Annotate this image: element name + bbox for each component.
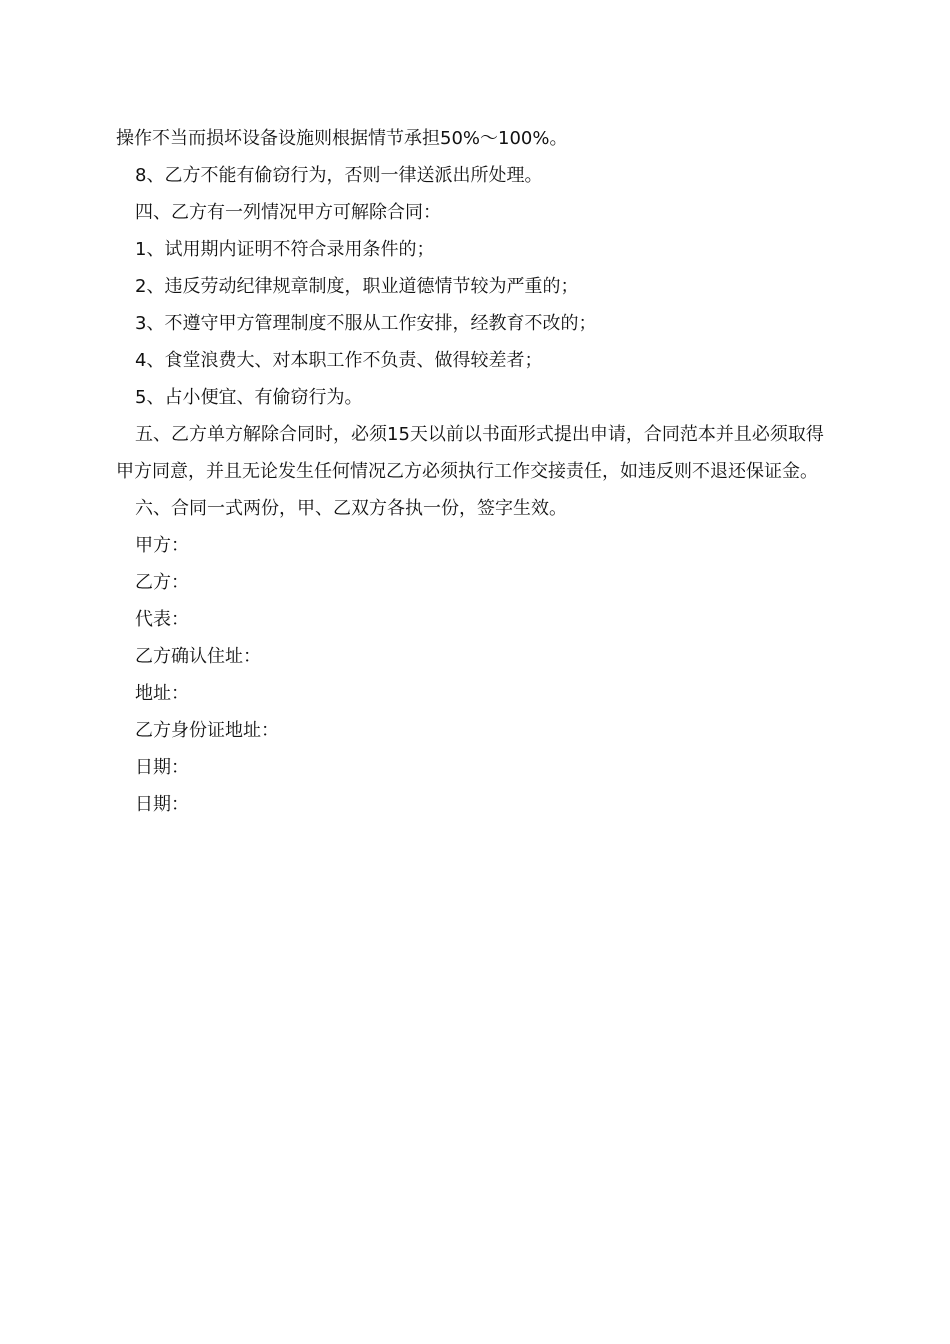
field-party-b-id-address: 乙方身份证地址： [135, 720, 279, 741]
list-item: 2、违反劳动纪律规章制度，职业道德情节较为严重的； [135, 276, 579, 297]
field-address: 地址： [135, 683, 189, 704]
list-item: 3、不遵守甲方管理制度不服从工作安排，经教育不改的； [135, 313, 597, 334]
list-item: 4、食堂浪费大、对本职工作不负责、做得较差者； [135, 350, 543, 371]
field-party-b-confirmed-address: 乙方确认住址： [135, 646, 261, 667]
signature-field-party-a: 甲方： [135, 535, 189, 556]
paragraph-section-5: 五、乙方单方解除合同时，必须15天以前以书面形式提出申请，合同范本并且必须取得甲方同意，并且无论发生任何情况乙方必须执行工作交接责任，如违反则不退还保证金。 [116, 424, 824, 482]
paragraph-section-4: 四、乙方有一列情况甲方可解除合同： [135, 202, 441, 223]
document-body [116, 120, 838, 823]
list-item: 5、占小便宜、有偷窃行为。 [135, 387, 363, 408]
paragraph-clause-8: 8、乙方不能有偷窃行为，否则一律送派出所处理。 [135, 165, 543, 186]
paragraph-damage-liability: 操作不当而损坏设备设施则根据情节承担50%～100%。 [116, 128, 568, 149]
list-item: 1、试用期内证明不符合录用条件的； [135, 239, 435, 260]
field-date: 日期： [135, 794, 189, 815]
signature-field-party-b: 乙方： [135, 572, 189, 593]
field-date: 日期： [135, 757, 189, 778]
paragraph-section-6: 六、合同一式两份，甲、乙双方各执一份，签字生效。 [135, 498, 567, 519]
signature-field-representative: 代表： [135, 609, 189, 630]
